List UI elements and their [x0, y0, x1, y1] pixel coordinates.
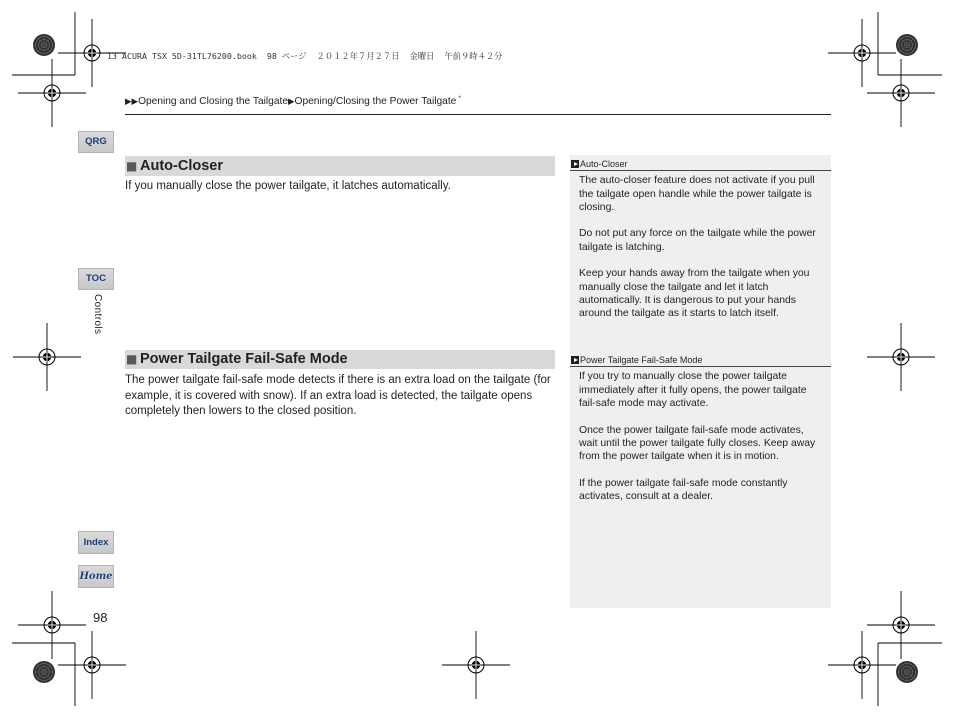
section-heading-auto-closer — [125, 156, 555, 176]
registration-mark — [828, 631, 896, 699]
note-heading-fail-safe-mode[interactable] — [570, 353, 831, 367]
note-paragraph — [579, 174, 816, 214]
sidebar-notes-panel — [570, 155, 831, 608]
note-title: Auto-Closer — [580, 159, 628, 169]
note-text-line: wait until the power tailgate fully closes. Keep away — [579, 437, 816, 449]
note-body-auto-closer — [579, 174, 816, 334]
note-body-fail-safe-mode — [579, 370, 815, 516]
note-text-line: Do not put any force on the tailgate while the power — [579, 228, 816, 240]
color-density-dot — [33, 34, 55, 56]
body-text-line: The power tailgate fail-safe mode detects if there is an extra load on the tailgate (for — [125, 374, 551, 386]
note-paragraph — [579, 424, 815, 464]
breadcrumb-link-tailgate[interactable]: Opening and Closing the Tailgate — [138, 96, 288, 107]
reference-arrow-icon — [571, 356, 579, 364]
note-paragraph — [579, 477, 815, 504]
qrg-tab[interactable]: QRG — [78, 131, 114, 153]
color-density-dot — [33, 661, 55, 683]
chapter-label: Controls — [92, 294, 103, 335]
note-text-line: immediately after it fully opens, the power tailgate — [579, 384, 807, 396]
registration-mark — [828, 19, 896, 87]
color-density-dot — [896, 34, 918, 56]
square-bullet-icon: ■ — [126, 159, 138, 173]
note-text-line: Once the power tailgate fail-safe mode activates, — [579, 424, 804, 436]
note-text-line: fail-safe mode may activate. — [579, 397, 709, 409]
header-rule — [125, 114, 831, 115]
section-heading-fail-safe-mode — [125, 350, 555, 369]
body-text-line: completely then lowers to the closed position. — [125, 405, 357, 418]
footnote-mark: * — [458, 95, 461, 102]
note-text-line: around the tailgate as it starts to latch itself. — [579, 308, 779, 320]
index-tab[interactable]: Index — [78, 531, 114, 554]
toc-tab[interactable]: TOC — [78, 268, 114, 290]
body-text-line: example, it is covered with snow). If an extra load is detected, the tailgate opens — [125, 389, 533, 402]
note-text-line: If you try to manually close the power tailgate — [579, 371, 787, 383]
note-text-line: from the power tailgate when it is in motion. — [579, 451, 779, 463]
note-text-line: automatically. It is dangerous to put your hands — [579, 294, 796, 306]
note-text-line: the tailgate open handle while the power tailgate is — [579, 188, 812, 200]
note-text-line: closing. — [579, 201, 615, 213]
note-title: Power Tailgate Fail-Safe Mode — [580, 355, 703, 365]
note-paragraph — [579, 267, 816, 320]
breadcrumb-arrow-icon: ▶ — [287, 97, 295, 107]
registration-mark — [442, 631, 510, 699]
color-density-dot — [896, 661, 918, 683]
square-bullet-icon: ■ — [126, 352, 138, 366]
section-title: Auto-Closer — [140, 158, 223, 174]
page-number: 98 — [93, 610, 108, 625]
registration-mark — [867, 323, 935, 391]
breadcrumb-link-power-tailgate[interactable]: Opening/Closing the Power Tailgate — [294, 96, 457, 107]
home-tab[interactable]: Home — [78, 565, 114, 588]
section-title: Power Tailgate Fail-Safe Mode — [140, 351, 348, 367]
registration-mark — [58, 631, 126, 699]
breadcrumb — [125, 92, 461, 106]
registration-mark — [867, 591, 935, 659]
body-text-line: If you manually close the power tailgate, it latches automatically. — [125, 180, 451, 192]
registration-mark — [13, 323, 81, 391]
note-heading-auto-closer[interactable] — [570, 157, 831, 171]
note-text-line: Keep your hands away from the tailgate when you — [579, 268, 810, 280]
section-body-fail-safe-mode — [125, 373, 551, 420]
note-paragraph — [579, 227, 816, 254]
note-text-line: If the power tailgate fail-safe mode constantly — [579, 477, 788, 489]
note-text-line: The auto-closer feature does not activate if you pull — [579, 175, 815, 187]
registration-mark — [18, 591, 86, 659]
note-text-line: activates, consult at a dealer. — [579, 491, 714, 503]
note-text-line: tailgate is latching. — [579, 241, 665, 253]
reference-arrow-icon — [571, 160, 579, 168]
registration-mark — [867, 59, 935, 127]
note-paragraph — [579, 370, 815, 410]
registration-mark — [18, 59, 86, 127]
breadcrumb-double-arrow-icon: ▶▶ — [125, 97, 139, 107]
print-job-header: 13 ACURA TSX 5D-31TL76200.book 98 ページ ２０１２年７月２７日 金曜日 午前９時４２分 — [107, 51, 503, 61]
note-text-line: manually close the tailgate and let it latch — [579, 281, 769, 293]
section-body-auto-closer — [125, 179, 451, 195]
